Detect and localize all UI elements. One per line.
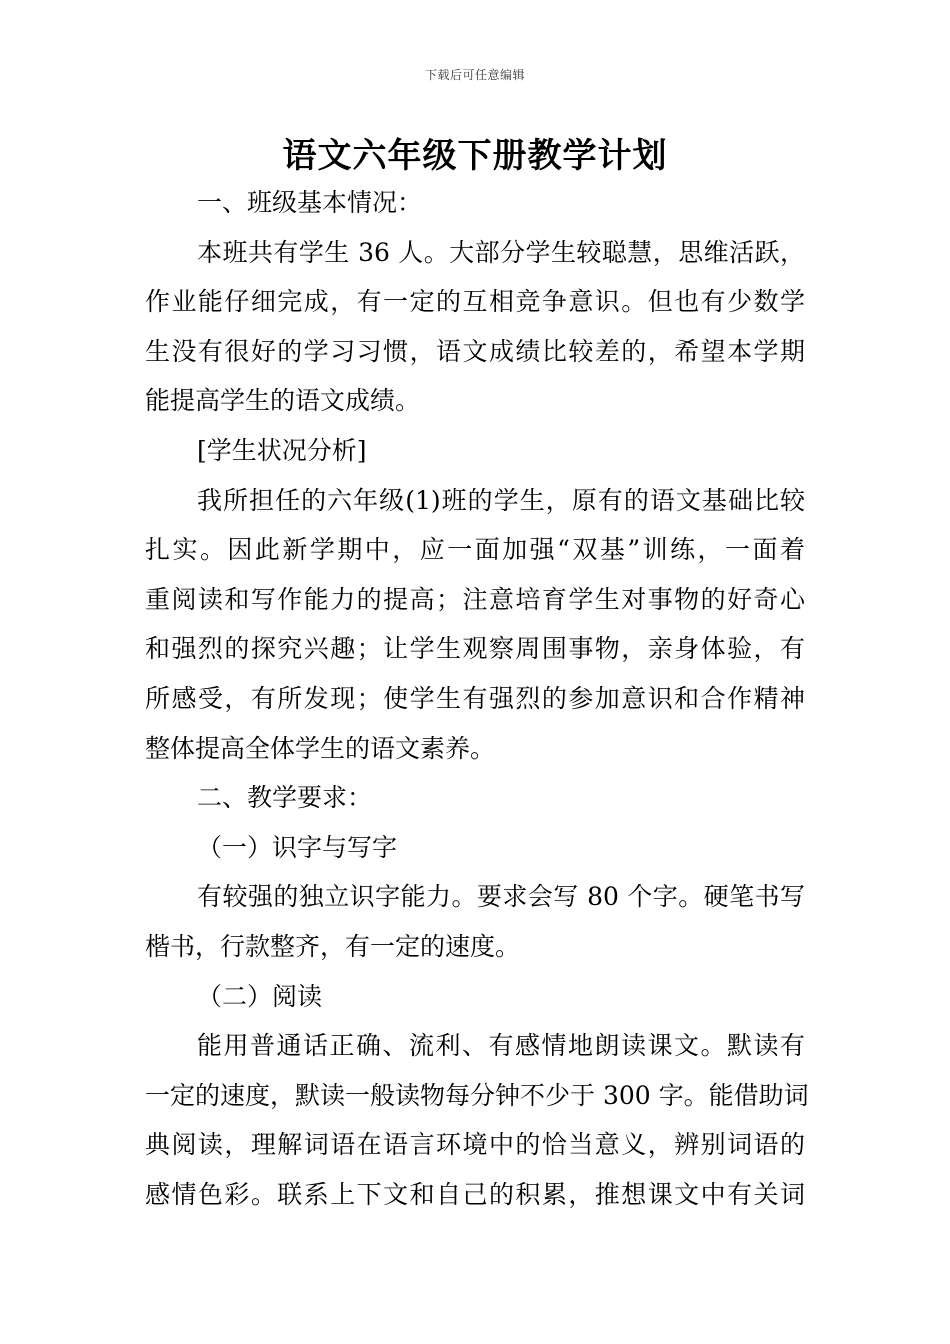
document-title: 语文六年级下册教学计划 [282,136,668,176]
text-line: 感情色彩。联系上下文和自己的积累，推想课文中有关词 [145,1179,805,1209]
text-line: [学生状况分析] [197,435,367,465]
text-line: 作业能仔细完成，有一定的互相竞争意识。但也有少数学 [145,287,805,317]
text-line: 本班共有学生 36 人。大部分学生较聪慧，思维活跃， [197,237,805,267]
text-line: 二、教学要求： [197,783,373,813]
text-line: 能提高学生的语文成绩。 [145,386,421,416]
text-line: （二）阅读 [197,981,323,1011]
text-line: 重阅读和写作能力的提高；注意培育学生对事物的好奇心 [145,584,805,614]
text-line: 一定的速度，默读一般读物每分钟不少于 300 字。能借助词 [145,1080,809,1110]
text-line: 楷书，行款整齐，有一定的速度。 [145,931,521,961]
text-line: 一、班级基本情况： [197,188,423,217]
header-note: 下载后可任意编辑 [424,68,525,82]
text-line: 典阅读，理解词语在语言环境中的恰当意义，辨别词语的 [145,1130,805,1160]
text-line: 我所担任的六年级(1)班的学生，原有的语文基础比较 [197,485,805,515]
text-line: （一）识字与写字 [197,832,398,862]
document-body [145,178,809,1219]
text-line: 扎实。因此新学期中，应一面加强“双基”训练，一面着 [145,535,805,565]
text-line: 所感受，有所发现；使学生有强烈的参加意识和合作精神 [145,683,805,713]
text-line: 生没有很好的学习习惯，语文成绩比较差的，希望本学期 [145,336,805,366]
text-line: 和强烈的探究兴趣；让学生观察周围事物，亲身体验，有 [145,634,805,664]
text-line: 能用普通话正确、流利、有感情地朗读课文。默读有 [197,1031,805,1061]
text-line: 有较强的独立识字能力。要求会写 80 个字。硬笔书写 [197,882,805,912]
text-line: 整体提高全体学生的语文素养。 [145,733,496,763]
